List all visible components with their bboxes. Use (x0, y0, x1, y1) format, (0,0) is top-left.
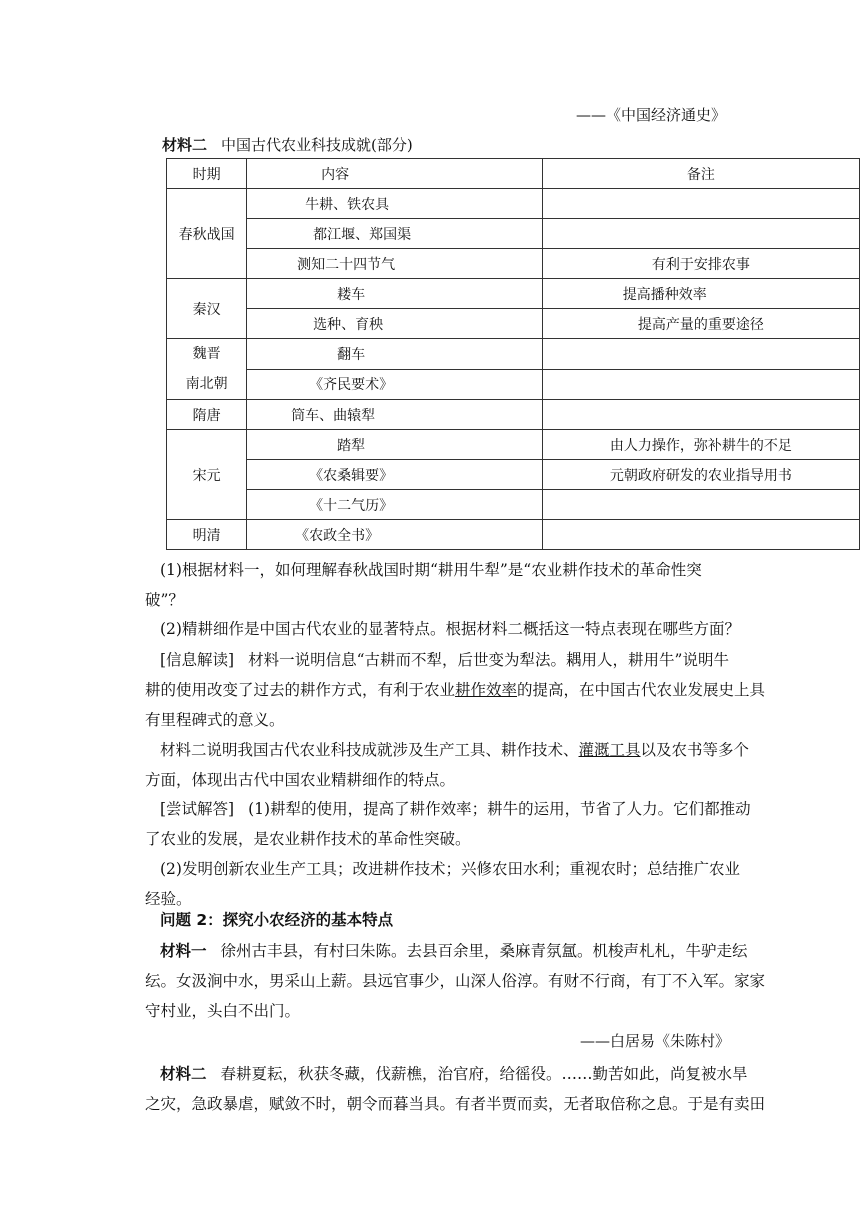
table-header-row (167, 159, 860, 189)
table-row (167, 369, 860, 400)
answer-line (160, 794, 751, 824)
content-cell: 都江堰、郑国渠 (247, 219, 543, 249)
info-line: 有里程碑式的意义。 (145, 711, 285, 729)
note-cell: 提高播种效率 (542, 279, 859, 309)
table-row (167, 460, 860, 490)
table-row (167, 279, 860, 309)
underlined-term: 灌溉工具 (578, 741, 641, 759)
note-cell (542, 189, 859, 219)
content-cell: 《农政全书》 (247, 520, 543, 550)
note-cell (542, 490, 859, 520)
note-cell (542, 219, 859, 249)
period-line: 南北朝 (185, 376, 228, 392)
question-2: (2)精耕细作是中国古代农业的显著特点。根据材料二概括这一特点表现在哪些方面？ (160, 620, 740, 638)
source-citation: ——《中国经济通史》 (575, 106, 726, 124)
material-line (160, 936, 765, 966)
content-cell: 《农桑辑要》 (247, 460, 543, 490)
content-cell: 《齐民要术》 (247, 369, 543, 400)
info-line: 方面，体现出古代中国农业精耕细作的特点。 (145, 771, 456, 789)
note-cell: 由人力操作，弥补耕牛的不足 (542, 430, 859, 460)
header-note: 备注 (542, 159, 859, 189)
material-label: 材料一 (160, 942, 207, 960)
note-cell (542, 369, 859, 400)
period-cell: 隋唐 (167, 400, 247, 430)
material-text: 徐州古丰县，有村曰朱陈。去县百余里，桑麻青氛氲。机梭声札札，牛驴走纭 (220, 942, 748, 960)
material-line: 纭。女汲涧中水，男采山上薪。县远官事少，山深人俗淳。有财不行商，有丁不入军。家家 (145, 972, 766, 990)
agri-tech-table (166, 158, 860, 550)
problem-2-heading: 问题 2：探究小农经济的基本特点 (160, 911, 394, 929)
info-line (160, 645, 765, 675)
period-cell: 秦汉 (167, 279, 247, 339)
table-row (167, 520, 860, 550)
table-row (167, 430, 860, 460)
note-cell: 提高产量的重要途径 (542, 309, 859, 339)
info-label: [信息解读] (160, 651, 235, 669)
table-row (167, 219, 860, 249)
source-citation-bai-juyi: ——白居易《朱陈村》 (579, 1032, 730, 1050)
content-cell: 筒车、曲辕犁 (247, 400, 543, 430)
material-line (160, 1059, 765, 1089)
table-row (167, 309, 860, 339)
content-cell: 踏犁 (247, 430, 543, 460)
info-text: 耕的使用改变了过去的耕作方式，有利于农业 (145, 681, 456, 699)
period-line: 魏晋 (192, 346, 221, 362)
info-text: 以及农书等多个 (640, 741, 750, 759)
material-one-block (145, 936, 765, 1026)
table-title: 中国古代农业科技成就(部分) (221, 136, 413, 154)
period-cell (167, 339, 247, 400)
material-label: 材料二 (162, 136, 208, 154)
header-period: 时期 (167, 159, 247, 189)
period-cell: 宋元 (167, 430, 247, 520)
table-row (167, 249, 860, 279)
material-line: 守村业，头白不出门。 (145, 1002, 301, 1020)
info-interpretation (145, 645, 765, 795)
material-two-caption (162, 134, 413, 155)
info-line (145, 675, 765, 705)
table-row (167, 400, 860, 430)
question-1-line: (1)根据材料一，如何理解春秋战国时期“耕用牛犁”是“农业耕作技术的革命性突 (160, 561, 702, 579)
answer-line: 经验。 (145, 890, 192, 908)
table-row (167, 339, 860, 370)
table-row (167, 490, 860, 520)
material-text: 春耕夏耘，秋获冬藏，伐薪樵，治官府，给徭役。……勤苦如此，尚复被水旱 (220, 1065, 748, 1083)
note-cell: 元朝政府研发的农业指导用书 (542, 460, 859, 490)
note-cell (542, 339, 859, 370)
content-cell: 选种、育秧 (247, 309, 543, 339)
period-cell: 明清 (167, 520, 247, 550)
trial-answer (145, 794, 751, 914)
content-cell: 《十二气历》 (247, 490, 543, 520)
answer-line: (2)发明创新农业生产工具；改进耕作技术；兴修农田水利；重视农时；总结推广农业 (160, 860, 740, 878)
content-cell: 耧车 (247, 279, 543, 309)
note-cell (542, 520, 859, 550)
answer-label: [尝试解答] (160, 800, 235, 818)
note-cell (542, 400, 859, 430)
header-content: 内容 (247, 159, 543, 189)
content-cell: 测知二十四节气 (247, 249, 543, 279)
material-two-block (145, 1059, 765, 1119)
underlined-term: 耕作效率 (455, 681, 518, 699)
info-line (160, 735, 765, 765)
content-cell: 翻车 (247, 339, 543, 370)
question-1 (145, 555, 702, 615)
answer-text: (1)耕犁的使用，提高了耕作效率；耕牛的运用，节省了人力。它们都推动 (248, 800, 751, 818)
question-1-line: 破”？ (145, 591, 184, 609)
info-text: 的提高，在中国古代农业发展史上具 (517, 681, 766, 699)
content-cell: 牛耕、铁农具 (247, 189, 543, 219)
period-cell: 春秋战国 (167, 189, 247, 279)
material-label: 材料二 (160, 1065, 207, 1083)
info-text: 材料二说明我国古代农业科技成就涉及生产工具、耕作技术、 (160, 741, 579, 759)
material-line: 之灾，急政暴虐，赋敛不时，朝令而暮当具。有者半贾而卖，无者取倍称之息。于是有卖田 (145, 1095, 766, 1113)
table-row (167, 189, 860, 219)
note-cell: 有利于安排农事 (542, 249, 859, 279)
answer-line: 了农业的发展，是农业耕作技术的革命性突破。 (145, 830, 471, 848)
info-text: 材料一说明信息“古耕而不犁，后世变为犁法。耦用人，耕用牛”说明牛 (248, 651, 729, 669)
